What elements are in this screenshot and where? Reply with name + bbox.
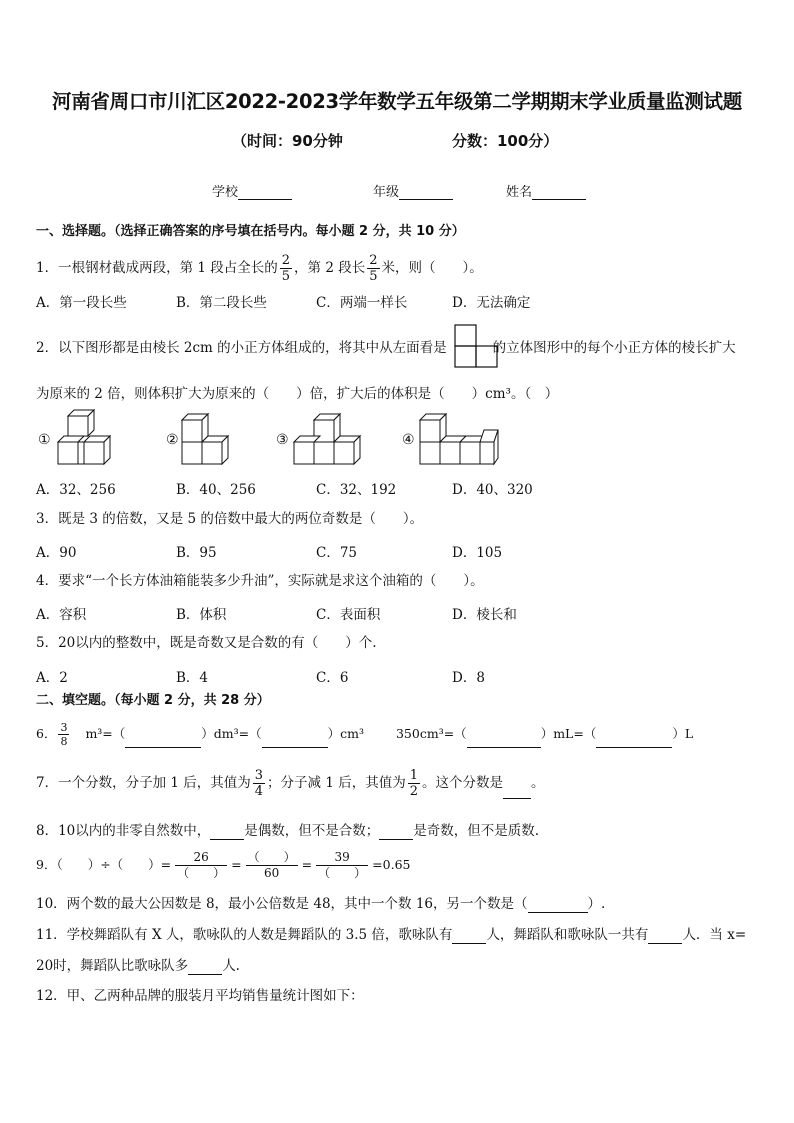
q4-option-d[interactable]: D．棱长和 [452,607,517,623]
q2-option-b[interactable]: B．40、256 [176,482,256,498]
grade-field: 年级 [373,181,453,200]
q5-option-d[interactable]: D．8 [452,670,485,686]
fraction: $\frac{26}{( )}$ [177,850,226,880]
q8-blank-1[interactable] [210,825,244,840]
q4-option-c[interactable]: C．表面积 [316,607,381,623]
q8-blank-2[interactable] [379,825,413,840]
q2-option-a[interactable]: A．32、256 [36,482,116,498]
q2-option-d[interactable]: D．40、320 [452,482,533,498]
question-4: 4．要求“一个长方体油箱能装多少升油”，实际就是求这个油箱的（ ）。 [36,573,484,589]
q5-option-a[interactable]: A．2 [36,670,68,686]
q5-option-c[interactable]: C．6 [316,670,349,686]
question-8: 8．10以内的非零自然数中， 是偶数，但不是合数； 是奇数，但不是质数. [36,823,540,839]
question-10: 10．两个数的最大公因数是 8，最小公倍数是 48，其中一个数 16，另一个数是（ ）. [36,896,606,912]
fraction: $\frac{2}{5}$ [281,253,291,284]
question-11-line2: 20时，舞蹈队比歌咏队多 人. [36,958,240,974]
q11-blank-1[interactable] [452,929,486,944]
question-9: 9．（ ）÷（ ）= $\frac{26}{( )}$ = $\frac{( )}{60}$ = $\frac{39}{( )}$ =0.65 [36,850,411,880]
q3-option-d[interactable]: D．105 [452,545,503,561]
question-6: 6． $\frac{3}{8}$ m³=（ ）dm³=（ ）cm³ 350cm³=（ ）mL=（ ）L [36,721,694,748]
figure-4-cubes [418,410,502,468]
section-2-heading: 二、填空题。（每小题 2 分，共 28 分） [36,693,270,708]
figure-4-label: ④ [402,432,415,448]
q1-option-a[interactable]: A．第一段长些 [36,295,127,311]
exam-score: 分数：100分） [452,132,559,150]
school-blank[interactable] [238,185,292,200]
question-5: 5．20以内的整数中，既是奇数又是合数的有（ ）个. [36,635,377,651]
figure-3-cubes [292,410,364,468]
fraction: $\frac{2}{5}$ [369,253,378,284]
figure-1-label: ① [38,432,51,448]
q7-blank[interactable] [503,784,531,799]
fraction: $\frac{39}{( )}$ [318,850,367,880]
q10-blank[interactable] [528,898,588,913]
q6-blank-1[interactable] [125,733,201,748]
q2-option-c[interactable]: C．32、192 [316,482,397,498]
fraction: $\frac{1}{2}$ [409,768,418,799]
name-field: 姓名 [506,181,586,200]
q1-option-c[interactable]: C．两端一样长 [316,295,408,311]
question-3: 3．既是 3 的倍数，又是 5 的倍数中最大的两位奇数是（ ）。 [36,511,424,527]
q6-blank-4[interactable] [596,733,672,748]
q6-blank-2[interactable] [262,733,328,748]
fraction: $\frac{3}{4}$ [254,768,264,799]
q1-option-d[interactable]: D．无法确定 [452,295,531,311]
grade-blank[interactable] [399,185,453,200]
figure-2-cubes [180,410,236,468]
q3-option-c[interactable]: C．75 [316,545,358,561]
figure-2-label: ② [166,432,179,448]
question-1: 1．一根钢材截成两段，第 1 段占全长的 $\frac{2}{5}$ ，第 2 段长 $\frac{2}{5}$ 米，则（ ）。 [36,253,483,284]
section-1-heading: 一、选择题。（选择正确答案的序号填在括号内。每小题 2 分，共 10 分） [36,224,465,239]
q4-option-a[interactable]: A．容积 [36,607,87,623]
school-field: 学校 [212,181,292,200]
q3-option-a[interactable]: A．90 [36,545,77,561]
left-view-icon [454,324,498,368]
question-12: 12．甲、乙两种品牌的服装月平均销售量统计图如下： [36,988,364,1004]
q11-blank-3[interactable] [188,960,222,975]
q5-option-b[interactable]: B．4 [176,670,209,686]
question-2-line2: 为原来的 2 倍，则体积扩大为原来的（ ）倍，扩大后的体积是（ ）cm³。（ ） [36,386,559,402]
question-7: 7．一个分数，分子加 1 后，其值为 $\frac{3}{4}$ ；分子减 1 后，其值为 $\frac{1}{2}$ 。这个分数是 。 [36,768,545,799]
q4-option-b[interactable]: B．体积 [176,607,227,623]
figure-1-cubes [56,408,116,468]
page-title: 河南省周口市川汇区2022-2023学年数学五年级第二学期期末学业质量监测试题 [52,90,742,113]
q6-blank-3[interactable] [467,733,541,748]
figure-3-label: ③ [276,432,289,448]
q11-blank-2[interactable] [648,929,682,944]
question-2: 2．以下图形都是由棱长 2cm 的小正方体组成的，将其中从左面看是 的立体图形中的每个小正方体的棱长扩大 [36,340,736,356]
question-11: 11．学校舞蹈队有 X 人，歌咏队的人数是舞蹈队的 3.5 倍，歌咏队有 人，舞蹈队和歌咏队一共有 人．当 x= [36,927,747,943]
fraction: $\frac{( )}{60}$ [247,850,296,880]
exam-time: （时间：90分钟 [232,132,343,150]
name-blank[interactable] [532,185,586,200]
fraction: $\frac{3}{8}$ [60,721,68,748]
q3-option-b[interactable]: B．95 [176,545,217,561]
q1-option-b[interactable]: B．第二段长些 [176,295,267,311]
